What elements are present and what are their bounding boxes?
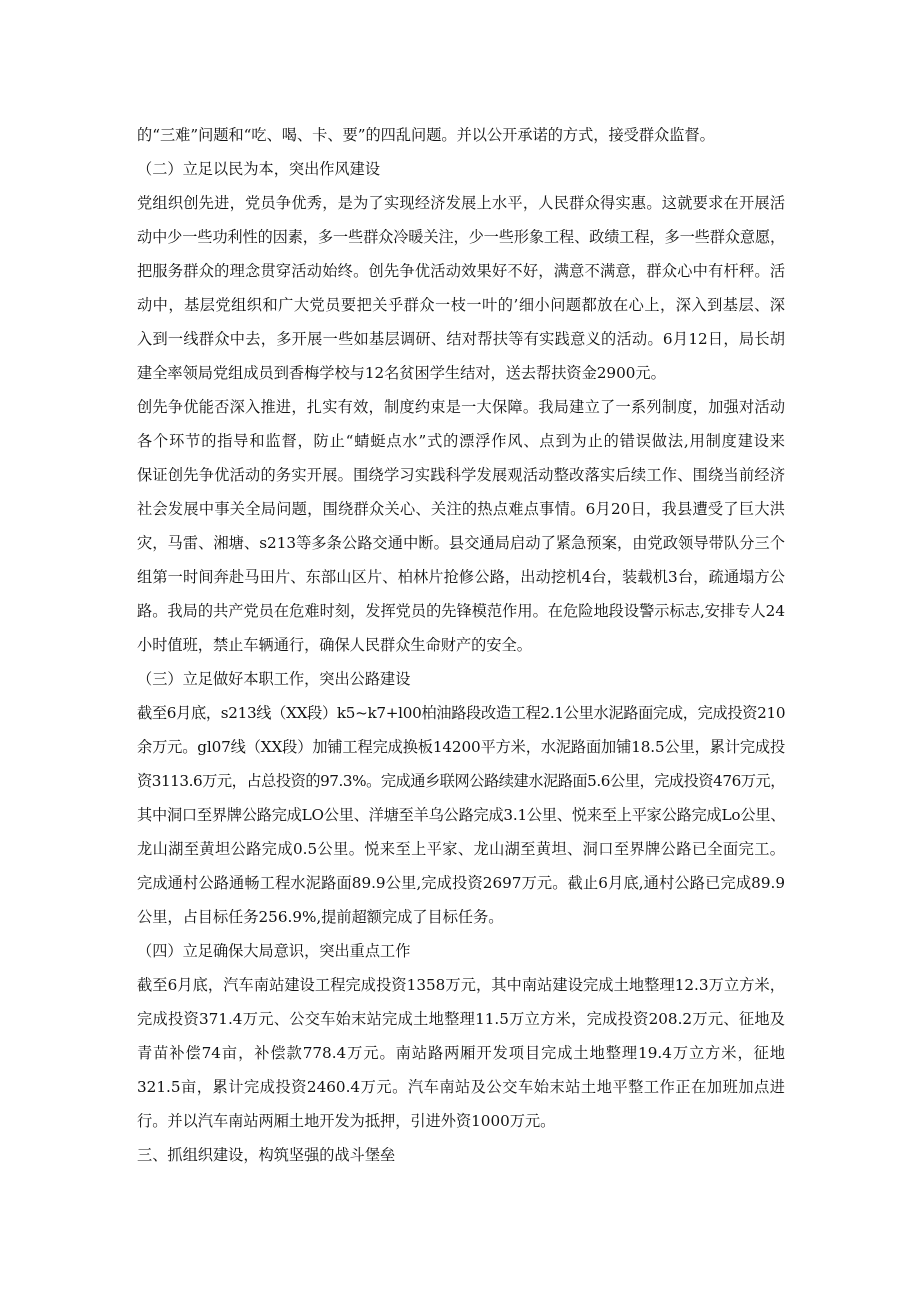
text-line: 动中，基层党组织和广大党员要把关乎群众一枝一叶的’细小问题都放在心上，深入到基层、深 xyxy=(137,296,785,314)
text-line: 的“三难”问题和“吃、喝、卡、要”的四乱问题。并以公开承诺的方式，接受群众监督。 xyxy=(137,126,715,144)
text-line: 建全率领局党组成员到香梅学校与12名贫困学生结对，送去帮扶资金2900元。 xyxy=(137,364,666,382)
text-line: 把服务群众的理念贯穿活动始终。创先争优活动效果好不好，满意不满意，群众心中有杆秤。活 xyxy=(137,262,785,280)
text-line: 完成通村公路通畅工程水泥路面89.9公里,完成投资2697万元。截止6月底,通村公路已完成89.9 xyxy=(137,874,785,892)
text-line: （四）立足确保大局意识，突出重点工作 xyxy=(137,942,411,960)
text-line: （二）立足以民为本，突出作风建设 xyxy=(137,160,380,178)
text-line: 入到一线群众中去，多开展一些如基层调研、结对帮扶等有实践意义的活动。6月12日，局长胡 xyxy=(137,330,785,348)
text-line: 资3113.6万元，占总投资的97.3%。完成通乡联网公路续建水泥路面5.6公里，完成投资476万元， xyxy=(137,772,785,790)
text-line: 动中少一些功利性的因素，多一些群众冷暖关注，少一些形象工程、政绩工程，多一些群众意愿， xyxy=(137,228,786,246)
text-line: 路。我局的共产党员在危难时刻，发挥党员的先锋模范作用。在危险地段设警示标志,安排专人24 xyxy=(137,602,785,620)
text-line: 组第一时间奔赴马田片、东部山区片、柏林片抢修公路，出动挖机4台，装载机3台，疏通塌方公 xyxy=(137,568,785,586)
text-line: 其中洞口至界牌公路完成LO公里、洋塘至羊乌公路完成3.1公里、悦来至上平家公路完成Lo公里、 xyxy=(137,806,786,824)
document-body xyxy=(137,118,785,1172)
text-line: 截至6月底，s213线（XX段）k5~k7+l00柏油路段改造工程2.1公里水泥路面完成，完成投资210 xyxy=(137,704,786,722)
text-line: 行。并以汽车南站两厢土地开发为抵押，引进外资1000万元。 xyxy=(137,1112,556,1130)
text-line: 保证创先争优活动的务实开展。围绕学习实践科学发展观活动整改落实后续工作、围绕当前经济 xyxy=(137,466,785,484)
text-line: 321.5亩，累计完成投资2460.4万元。汽车南站及公交车始末站土地平整工作正在加班加点进 xyxy=(137,1078,785,1096)
text-line: （三）立足做好本职工作，突出公路建设 xyxy=(137,670,411,688)
text-line: 青苗补偿74亩，补偿款778.4万元。南站路两厢开发项目完成土地整理19.4万立方米，征地 xyxy=(137,1044,785,1062)
text-line: 余万元。gl07线（XX段）加铺工程完成换板14200平方米，水泥路面加铺18.5公里，累计完成投 xyxy=(137,738,786,756)
text-lines xyxy=(137,118,785,1172)
text-line: 各个环节的指导和监督，防止“蜻蜓点水”式的漂浮作风、点到为止的错误做法,用制度建设来 xyxy=(137,432,785,450)
text-line: 三、抓组织建设，构筑坚强的战斗堡垒 xyxy=(137,1146,396,1164)
text-line: 公里，占目标任务256.9%,提前超额完成了目标任务。 xyxy=(137,908,504,926)
text-line: 灾，马雷、湘塘、s213等多条公路交通中断。县交通局启动了紧急预案，由党政领导带队分三个 xyxy=(137,534,785,552)
text-line: 小时值班，禁止车辆通行，确保人民群众生命财产的安全。 xyxy=(137,636,532,654)
text-line: 龙山湖至黄坦公路完成0.5公里。悦来至上平家、龙山湖至黄坦、洞口至界牌公路已全面完工。 xyxy=(137,840,785,858)
text-line: 党组织创先进，党员争优秀，是为了实现经济发展上水平，人民群众得实惠。这就要求在开展活 xyxy=(137,194,785,212)
text-line: 截至6月底，汽车南站建设工程完成投资1358万元，其中南站建设完成土地整理12.3万立方米， xyxy=(137,976,785,994)
text-line: 社会发展中事关全局问题，围绕群众关心、关注的热点难点事情。6月20日，我县遭受了巨大洪 xyxy=(137,500,785,518)
text-line: 创先争优能否深入推进，扎实有效，制度约束是一大保障。我局建立了一系列制度，加强对活动 xyxy=(137,398,785,416)
text-line: 完成投资371.4万元、公交车始末站完成土地整理11.5万立方米，完成投资208.2万元、征地及 xyxy=(137,1010,785,1028)
